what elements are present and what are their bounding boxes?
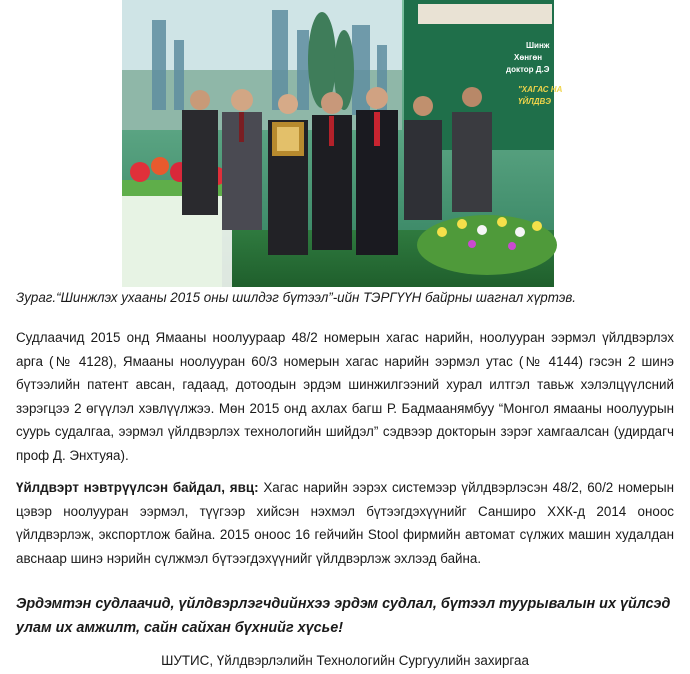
banner-line-5: ҮЙЛДВЭ xyxy=(518,97,552,106)
signature-line: ШУТИС, Үйлдвэрлэлийн Технологийн Сургуулийн захиргаа xyxy=(161,653,529,668)
closing-wishes: Эрдэмтэн судлаачид, үйлдвэрлэгчдийнхээ эрдэм судлал, бүтээл туурывалын их үйлсэд улам их амжилт, сайн сайхан бүхнийг хүсье! xyxy=(16,596,671,636)
banner-line-2: Хөнгөн xyxy=(514,53,543,62)
right-flower-arrangement xyxy=(417,215,557,275)
implementation-text: Хагас нарийн ээрэх системээр үйлдвэрлэсэн 48/2, 60/2 номерын цэвэр ноолууран ээрмэл, түүгээр хийсэн нэхмэл бүтээгдэхүүнийг Санширо ХХК-д 2014 оноос үйлдвэрлэж, экспортлож байна. 2015 оноос 16 гейчийн Stool фирмийн автомат сүлжих машин худалдан авснаар шинэ нэрийн сүлжмэл бүтээгдэхүүнийг үйлдвэрлэж эхлээд байна. xyxy=(16,480,675,566)
banner-line-3: доктор Д.Э xyxy=(506,65,550,74)
implementation-heading: Үйлдвэрт нэвтрүүлсэн байдал, явц: xyxy=(16,480,259,495)
implementation-paragraph xyxy=(16,476,674,570)
banner-line-1: Шинж xyxy=(526,41,550,50)
photo-caption: Зураг.“Шинжлэх ухааны 2015 оны шилдэг бүтээл”-ийн ТЭРГҮҮН байрны шагнал хүртэв. xyxy=(16,290,577,305)
banner-line-4: "ХАГАС НА xyxy=(518,85,563,94)
research-paragraph: Судлаачид 2015 онд Ямааны ноолуураар 48/2 номерын хагас нарийн, ноолууран ээрмэл үйлдвэрлэх арга (№ 4128), Ямааны ноолууран 60/3 номерын хагас нарийн ээрмэл утас (№ 4144) гэсэн 2 шинэ бүтээлийн патент авсан, гадаад, дотоодын эрдэм шинжилгээний хурал илтгэл тавьж хэлэлцүүлсний зэрэгцээ 2 өгүүлэл хэвлүүлжээ. Мөн 2015 онд ахлах багш Р. Бадмаанямбуу “Монгол ямааны ноолуурын суурь судалгаа, ээрмэл үйлдвэрлэх технологийн шийдэл” сэдвээр докторын зэрэг хамгаалсан (удирдагч проф Д. Энхтуяа). xyxy=(16,330,674,463)
award-ceremony-image xyxy=(122,0,563,287)
award-photo xyxy=(122,0,563,287)
